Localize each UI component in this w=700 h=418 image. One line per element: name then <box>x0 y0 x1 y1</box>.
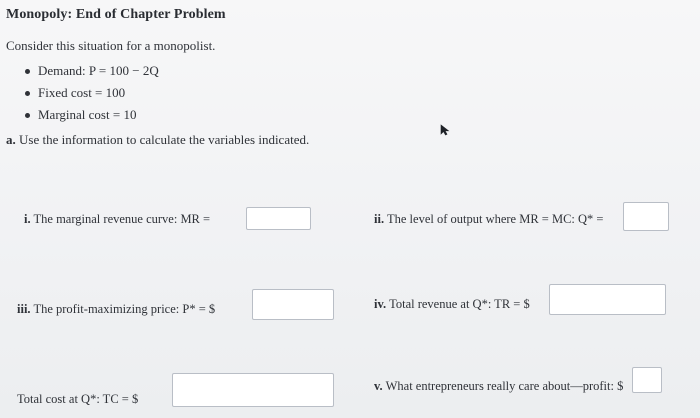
q-star-answer-input[interactable] <box>623 202 669 231</box>
question-price <box>17 302 215 317</box>
question-total-cost-label: Total cost at Q*: TC = $ <box>17 392 139 406</box>
question-price-label: The profit-maximizing price: P* = $ <box>33 302 216 316</box>
question-total-revenue-label: Total revenue at Q*: TR = $ <box>389 297 530 311</box>
list-item-marginal-cost: Marginal cost = 10 <box>24 106 159 128</box>
question-mr <box>24 212 210 227</box>
mr-answer-input[interactable] <box>246 207 311 230</box>
question-total-revenue <box>374 297 530 312</box>
question-profit <box>374 379 623 394</box>
question-profit-label: What entrepreneurs really care about—profit: $ <box>385 379 624 393</box>
mouse-pointer-icon <box>440 124 450 136</box>
question-mr-number: i. <box>24 212 31 226</box>
part-a-text: Use the information to calculate the variables indicated. <box>19 132 310 147</box>
question-output-label: The level of output where MR = MC: Q* = <box>386 212 604 226</box>
question-output <box>374 212 603 227</box>
intro-text: Consider this situation for a monopolist. <box>6 38 216 53</box>
given-list <box>24 62 159 128</box>
question-total-revenue-number: iv. <box>374 297 387 311</box>
total-revenue-answer-input[interactable] <box>549 284 666 315</box>
price-answer-input[interactable] <box>252 289 334 320</box>
question-mr-label: The marginal revenue curve: MR = <box>33 212 211 226</box>
page-title: Monopoly: End of Chapter Problem <box>6 7 226 22</box>
list-item-fixed-cost: Fixed cost = 100 <box>24 84 159 106</box>
part-a-letter: a. <box>6 132 16 147</box>
part-a-instruction <box>6 132 309 148</box>
total-cost-answer-input[interactable] <box>172 373 334 407</box>
list-item-demand: Demand: P = 100 − 2Q <box>24 62 159 84</box>
profit-answer-input[interactable] <box>632 367 662 393</box>
question-output-number: ii. <box>374 212 385 226</box>
question-total-cost <box>17 392 138 407</box>
question-profit-number: v. <box>374 379 383 393</box>
question-price-number: iii. <box>17 302 31 316</box>
